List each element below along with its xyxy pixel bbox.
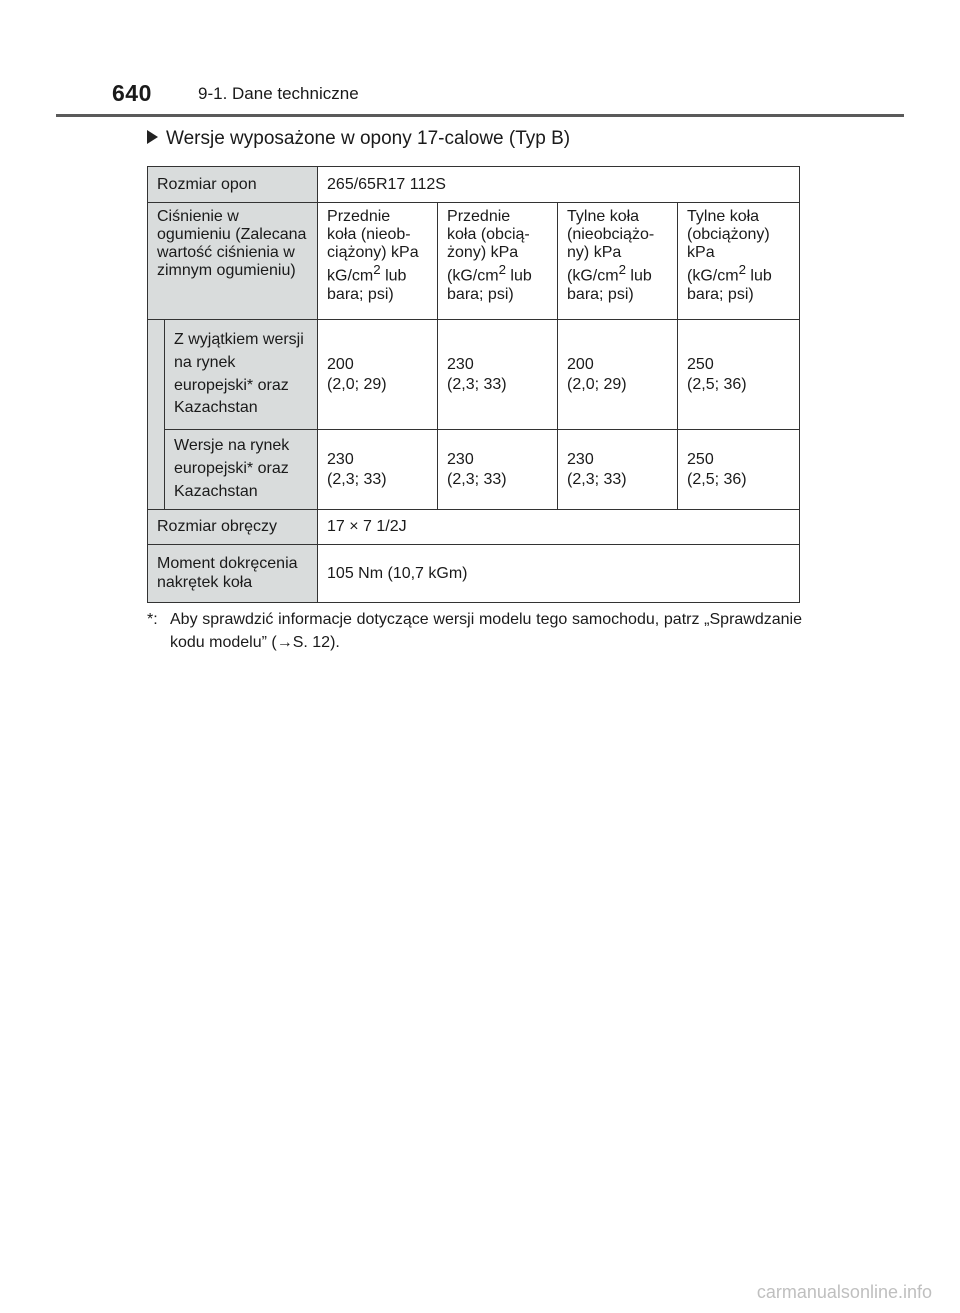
- value-cell: 250 (2,5; 36): [678, 320, 800, 430]
- pressure-side-band: [148, 320, 165, 510]
- value-cell: 230 (2,3; 33): [558, 430, 678, 510]
- torque-value: 105 Nm (10,7 kGm): [318, 545, 800, 603]
- rim-size-label: Rozmiar obręczy: [148, 510, 318, 545]
- table-row: [148, 167, 800, 203]
- tire-size-value: 265/65R17 112S: [318, 167, 800, 203]
- table-row: [148, 430, 800, 510]
- column-header: Tylne koła (obciążony) kPa ($kG/cm^2$ lub bara; psi): [678, 203, 800, 320]
- row-label: Wersje na rynek europejski* oraz Kazachstan: [165, 430, 318, 510]
- value-cell: 230 (2,3; 33): [438, 320, 558, 430]
- tire-spec-table: [147, 166, 800, 603]
- subheading: [147, 128, 570, 150]
- row-label: Z wyjątkiem wersji na rynek europejski* oraz Kazachstan: [165, 320, 318, 430]
- watermark: carmanualsonline.info: [756, 1282, 932, 1302]
- section-title: 9-1. Dane techniczne: [198, 84, 359, 103]
- table-row: [148, 203, 800, 320]
- value-cell: 200 (2,0; 29): [558, 320, 678, 430]
- value-cell: 200 (2,0; 29): [318, 320, 438, 430]
- subheading-text: Wersje wyposażone w opony 17-calowe (Typ B): [166, 128, 571, 149]
- value-cell: 250 (2,5; 36): [678, 430, 800, 510]
- rim-size-value: 17 × 7 1/2J: [318, 510, 800, 545]
- torque-label: Moment dokręcenia nakrętek koła: [148, 545, 318, 603]
- table-row: [148, 545, 800, 603]
- footnote-text: Aby sprawdzić informacje dotyczące wersji modelu tego samochodu, patrz „Sprawdzanie kodu modelu” (→S. 12).: [170, 611, 802, 652]
- pressure-label: Ciśnienie w ogumieniu (Zalecana wartość ciśnienia w zimnym ogumieniu): [148, 203, 318, 320]
- value-cell: 230 (2,3; 33): [438, 430, 558, 510]
- column-header: Przednie koła (nieob- ciążony) kPa $kG/cm^2$ lub bara; psi): [318, 203, 438, 320]
- page-header: [112, 80, 904, 116]
- page-number: 640: [112, 80, 152, 106]
- header-rule: [56, 114, 904, 117]
- footnote-marker: *:: [147, 611, 158, 628]
- tire-size-label: Rozmiar opon: [148, 167, 318, 203]
- footnote: [147, 608, 802, 654]
- triangle-bullet-icon: [147, 130, 158, 144]
- column-header: Przednie koła (obcią- żony) kPa ($kG/cm^2$ lub bara; psi): [438, 203, 558, 320]
- column-header: Tylne koła (nieobciążo- ny) kPa ($kG/cm^2$ lub bara; psi): [558, 203, 678, 320]
- value-cell: 230 (2,3; 33): [318, 430, 438, 510]
- table-row: [148, 510, 800, 545]
- table-row: [148, 320, 800, 430]
